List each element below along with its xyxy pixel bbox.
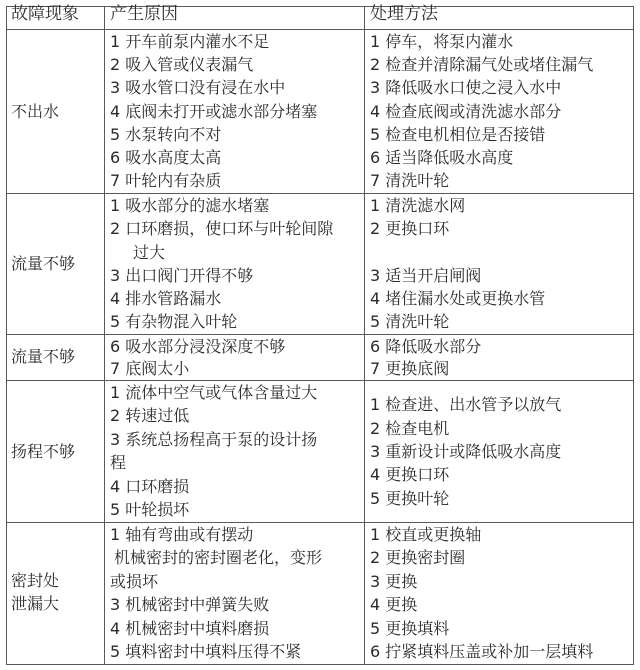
cause-line: 机械密封的密封圈老化，变形 — [114, 548, 323, 567]
symptom-cell: 流量不够 — [11, 254, 76, 273]
cause-line: 4 口环磨损 — [110, 477, 190, 496]
symptom-cell: 扬程不够 — [11, 442, 76, 461]
method-line: 4 检查底阀或清洗滤水部分 — [370, 102, 562, 121]
table-border-top — [6, 6, 634, 7]
method-line: 1 清洗滤水网 — [370, 196, 466, 215]
header-symptom: 故障现象 — [11, 4, 79, 24]
cause-line: 6 吸水高度太高 — [110, 148, 222, 167]
row-divider — [6, 522, 634, 523]
cause-line: 5 有杂物混入叶轮 — [110, 312, 238, 331]
method-line: 2 检查电机 — [370, 419, 450, 438]
cause-line: 3 机械密封中弹簧失败 — [110, 595, 270, 614]
cause-line: 4 排水管路漏水 — [110, 289, 222, 308]
method-line: 5 更换叶轮 — [370, 489, 450, 508]
cause-line: 7 叶轮内有杂质 — [110, 171, 222, 190]
symptom-cell: 流量不够 — [11, 347, 76, 366]
cause-line: 5 填料密封中填料压得不紧 — [110, 642, 302, 661]
method-line: 3 重新设计或降低吸水高度 — [370, 442, 562, 461]
cause-line: 4 机械密封中填料磨损 — [110, 619, 270, 638]
method-line: 1 检查进、出水管予以放气 — [370, 395, 562, 414]
row-divider — [6, 380, 634, 381]
method-line: 4 堵住漏水处或更换水管 — [370, 289, 546, 308]
method-line: 2 更换密封圈 — [370, 548, 466, 567]
cause-line: 3 出口阀门开得不够 — [110, 266, 254, 285]
row-divider — [6, 29, 634, 30]
cause-line: 6 吸水部分浸没深度不够 — [110, 337, 286, 356]
method-line: 1 校直或更换轴 — [370, 525, 482, 544]
cause-line: 1 吸水部分的滤水堵塞 — [110, 196, 270, 215]
method-line: 5 清洗叶轮 — [370, 312, 450, 331]
row-divider — [6, 334, 634, 335]
cause-line: 5 水泵转向不对 — [110, 125, 222, 144]
method-line: 7 清洗叶轮 — [370, 171, 450, 190]
cause-line: 或损坏 — [110, 572, 159, 591]
cause-line: 1 流体中空气或气体含量过大 — [110, 383, 318, 402]
column-divider — [104, 6, 105, 664]
method-line: 6 降低吸水部分 — [370, 337, 482, 356]
cause-line: 程 — [110, 453, 127, 472]
method-line: 7 更换底阀 — [370, 359, 450, 378]
table-border-left — [6, 6, 7, 664]
cause-line: 3 吸水管口没有浸在水中 — [110, 78, 286, 97]
method-line: 3 适当开启闸阀 — [370, 266, 482, 285]
header-method: 处理方法 — [370, 4, 438, 24]
header-cause: 产生原因 — [110, 4, 178, 24]
method-line: 6 适当降低吸水高度 — [370, 148, 514, 167]
column-divider — [364, 6, 365, 664]
method-line: 4 更换口环 — [370, 465, 450, 484]
cause-line: 1 轴有弯曲或有摆动 — [110, 525, 254, 544]
method-line: 5 更换填料 — [370, 619, 450, 638]
cause-line: 4 底阀未打开或滤水部分堵塞 — [110, 102, 318, 121]
symptom-cell: 不出水 — [11, 102, 60, 121]
cause-line: 1 开车前泵内灌水不足 — [110, 32, 270, 51]
method-line: 3 更换 — [370, 572, 418, 591]
cause-line: 7 底阀太小 — [110, 359, 190, 378]
cause-line: 5 叶轮损坏 — [110, 500, 190, 519]
symptom-cell: 密封处 — [11, 571, 60, 590]
row-divider — [6, 193, 634, 194]
table-border-right — [633, 6, 634, 664]
method-line: 3 降低吸水口使之浸入水中 — [370, 78, 562, 97]
table-border-bottom — [6, 664, 634, 665]
cause-line: 2 转速过低 — [110, 406, 190, 425]
method-line: 4 更换 — [370, 595, 418, 614]
symptom-cell: 泄漏大 — [11, 594, 60, 613]
method-line: 2 更换口环 — [370, 219, 450, 238]
cause-line: 3 系统总扬程高于泵的设计扬 — [110, 430, 318, 449]
cause-line: 2 口环磨损，使口环与叶轮间隙 — [110, 219, 334, 238]
method-line: 6 拧紧填料压盖或补加一层填料 — [370, 642, 594, 661]
cause-line: 2 吸入管或仪表漏气 — [110, 55, 254, 74]
method-line: 1 停车，将泵内灌水 — [370, 32, 514, 51]
cause-line: 过大 — [133, 243, 166, 262]
method-line: 5 检查电机相位是否接错 — [370, 125, 546, 144]
method-line: 2 检查并清除漏气处或堵住漏气 — [370, 55, 594, 74]
